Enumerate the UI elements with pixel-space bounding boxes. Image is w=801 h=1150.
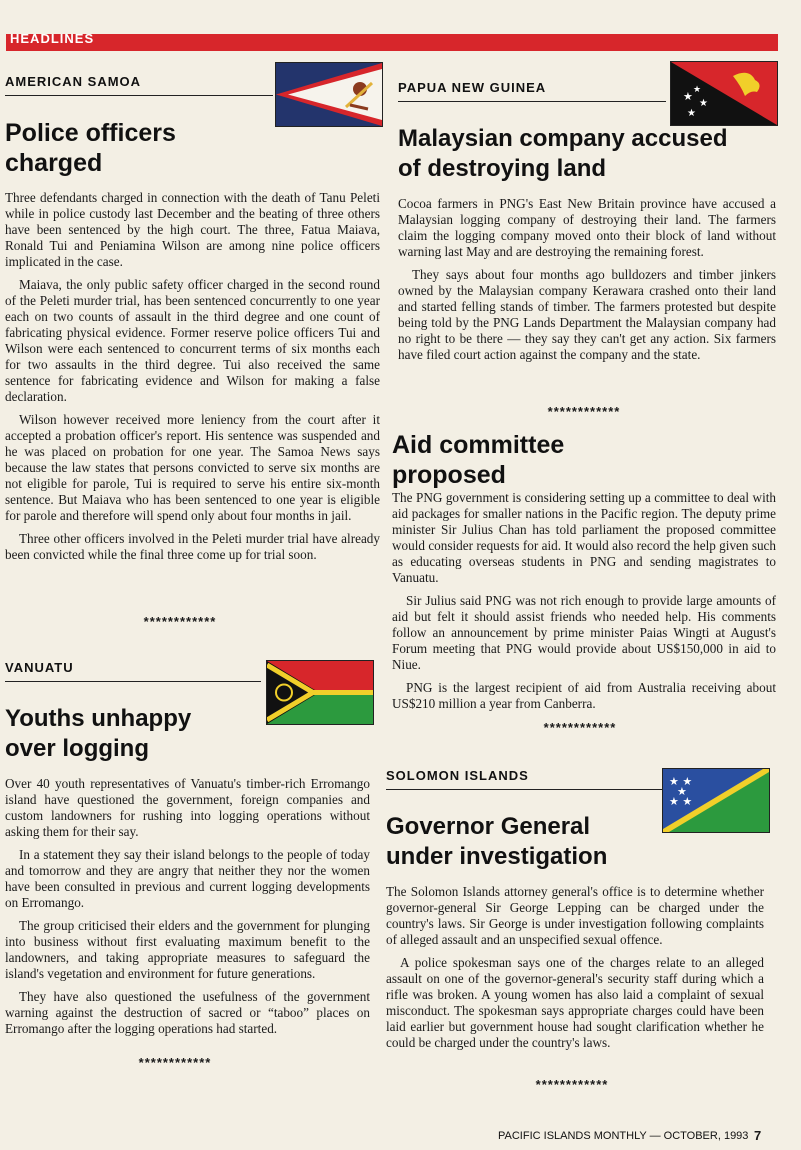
vanuatu-paragraph-4: They have also questioned the usefulness of the government warning against the destruction of sacred or “taboo” places on Erromango after the logging operations had started.	[5, 989, 370, 1036]
svg-text:★ ★: ★ ★	[669, 775, 693, 788]
aid-paragraph-2: Sir Julius said PNG was not rich enough to provide large amounts of aid but felt it should assist friends who needed help. His comments follow an announcement by prime minister Paias Wingti at August's Forum meeting that PNG would provide about US$150,000 in aid to Niue.	[392, 593, 776, 672]
png-separator: ************	[547, 404, 621, 419]
png-kicker-block	[398, 80, 666, 102]
section-label: HEADLINES	[10, 31, 95, 46]
headline-bar	[6, 34, 778, 51]
solomon-kicker: SOLOMON ISLANDS	[386, 768, 529, 783]
solomon-body	[386, 884, 764, 1051]
aid-title	[392, 430, 776, 490]
vanuatu-paragraph-1: Over 40 youth representatives of Vanuatu's timber-rich Erromango island have questioned the government, foreign companies and custom landowners for rushing into logging operations without asking them for their say.	[5, 776, 370, 839]
american-samoa-title-line-1: Police officers	[5, 119, 176, 147]
aid-body	[392, 490, 776, 712]
png-story	[398, 124, 776, 370]
solomon-separator: ************	[535, 1077, 609, 1092]
vanuatu-body	[5, 776, 370, 1037]
svg-text:★ ★: ★ ★	[669, 795, 693, 808]
american-samoa-separator: ************	[143, 614, 217, 629]
american-samoa-story	[5, 118, 380, 570]
solomon-story	[386, 812, 764, 1058]
vanuatu-story	[5, 704, 370, 1044]
png-kicker: PAPUA NEW GUINEA	[398, 80, 547, 95]
american-samoa-title	[5, 118, 380, 178]
page-number: 7	[754, 1128, 762, 1143]
png-paragraph-1: Cocoa farmers in PNG's East New Britain province have accused a Malaysian logging company of destroying their land. The farmers claim the logging company moved onto their block of land without warning last May and are destroying the remaining forest.	[398, 196, 776, 259]
american-samoa-title-line-2: charged	[5, 149, 103, 177]
aid-separator: ************	[543, 720, 617, 735]
american-samoa-paragraph-3: Wilson however received more leniency from the court after it accepted a probation officer's report. His sentence was suspended and he was placed on probation for one year. The Samoa News says because the law states that persons convicted to serve six months are not eligible for parole, Tui is required to serve his entire six-month sentence. But Maiava who has been sentenced to one year is eligible for parole and therefore will spend only about four months in jail.	[5, 412, 380, 523]
png-paragraph-2: They says about four months ago bulldozers and timber jinkers owned by the Malaysian company Kerawara crashed onto their land and started felling stands of timber. The farmers protested but despite being told by the PNG Lands Department the Malaysian company had no right to be there — they say they can't get any action. Six farmers have filed court action against the company and the state.	[398, 267, 776, 362]
svg-text:★: ★	[693, 85, 702, 95]
american-samoa-paragraph-4: Three other officers involved in the Peleti murder trial have already been convicted while the final three come up for trial soon.	[5, 531, 380, 562]
aid-paragraph-1: The PNG government is considering setting up a committee to deal with aid packages for smaller nations in the Pacific region. The deputy prime minister Sir Julius Chan has told parliament the proposed committee would consider requests for aid. It would also record the help given such as educating overseas students in PNG and sending magistrates to Vanuatu.	[392, 490, 776, 585]
svg-text:★: ★	[677, 785, 687, 798]
american-samoa-rule	[5, 95, 273, 96]
vanuatu-title-line-2: over logging	[5, 735, 149, 762]
american-samoa-paragraph-2: Maiava, the only public safety officer charged in the second round of the Peleti murder trial, has been sentenced concurrently to one year each on two counts of assault in the third degree and one count of fabricating physical evidence. Former reserve police officers Tui and Wilson were each sentenced to concurrent terms of six months each for two assaults in the third degree. Tui also received the same sentence for fabricating evidence and Wilson for making a false declaration.	[5, 277, 380, 404]
solomon-title	[386, 812, 764, 872]
american-samoa-paragraph-1: Three defendants charged in connection with the death of Tanu Peleti while in police custody last December and the beating of three others have been sentenced by the high court. The three, Fatua Maiava, Ronald Tui and Peniamina Wilson are among nine police officers implicated in the case.	[5, 190, 380, 269]
svg-text:★: ★	[699, 98, 708, 109]
png-body	[398, 196, 776, 363]
vanuatu-title-line-1: Youths unhappy	[5, 705, 192, 732]
aid-title-line-1: Aid committee	[392, 431, 565, 459]
png-title	[398, 124, 776, 184]
vanuatu-rule	[5, 681, 261, 682]
vanuatu-separator: ************	[138, 1055, 212, 1070]
papua-new-guinea-flag-icon	[670, 61, 778, 126]
solomon-kicker-block	[386, 768, 662, 790]
svg-text:★: ★	[683, 90, 693, 103]
solomon-rule	[386, 789, 662, 790]
png-rule	[398, 101, 666, 102]
png-title-line-2: of destroying land	[398, 155, 607, 182]
footer-publication: PACIFIC ISLANDS MONTHLY — OCTOBER, 1993	[498, 1130, 749, 1142]
png-title-line-1: Malaysian company accused	[398, 125, 728, 152]
american-samoa-kicker-block	[5, 74, 273, 96]
aid-title-line-2: proposed	[392, 461, 506, 489]
vanuatu-kicker: VANUATU	[5, 660, 74, 675]
solomon-title-line-2: under investigation	[386, 843, 608, 870]
vanuatu-kicker-block	[5, 660, 261, 682]
aid-story	[392, 430, 776, 719]
vanuatu-paragraph-3: The group criticised their elders and the government for plunging into business without first evaluating maximum benefit to the landowners, and taking appropriate measures to safeguard the island's vegetation and environment for future generations.	[5, 918, 370, 981]
american-samoa-kicker: AMERICAN SAMOA	[5, 74, 142, 89]
solomon-paragraph-1: The Solomon Islands attorney general's office is to determine whether governor-general Sir George Lepping can be charged under the country's laws. Sir George is under investigation following complaints of alleged assault and an unspecified sexual offence.	[386, 884, 764, 947]
aid-paragraph-3: PNG is the largest recipient of aid from Australia receiving about US$210 million a year from Canberra.	[392, 680, 776, 711]
solomon-title-line-1: Governor General	[386, 813, 591, 840]
vanuatu-paragraph-2: In a statement they say their island belongs to the people of today and tomorrow and they are angry that neither they nor the women have been consulted in previous and current logging developments on Erromango.	[5, 847, 370, 910]
solomon-paragraph-2: A police spokesman says one of the charges relate to an alleged assault on one of the governor-general's security staff during which a rifle was broken. A young women has also laid a complaint of sexual misconduct. The spokesman says appropriate charges could have been laid earlier but government house had sought clarification whether he could be charged under the country's laws.	[386, 955, 764, 1050]
american-samoa-body	[5, 190, 380, 563]
vanuatu-title	[5, 704, 370, 764]
svg-text:★: ★	[687, 108, 696, 119]
